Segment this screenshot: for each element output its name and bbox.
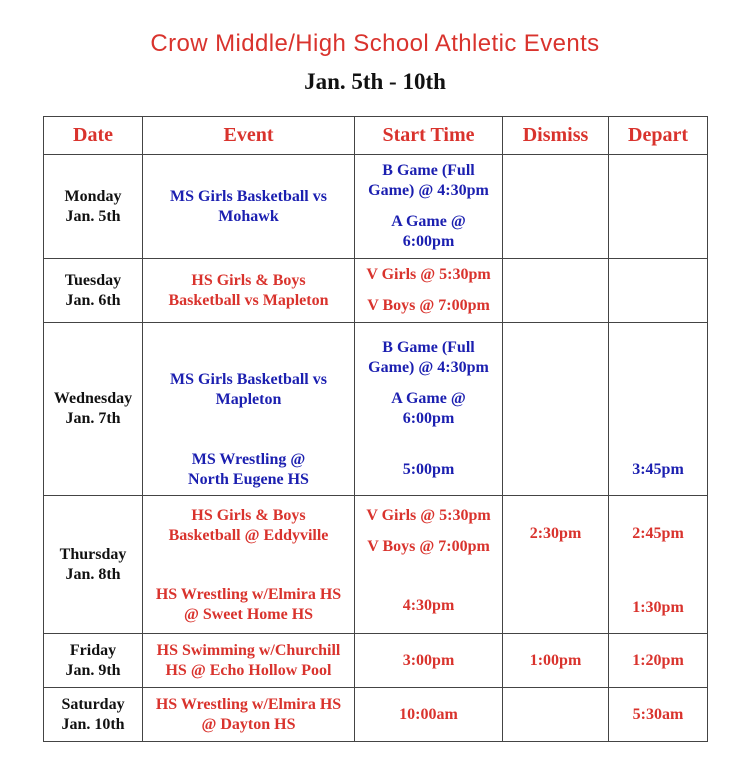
date-cell (44, 496, 143, 634)
header-depart: Depart (609, 117, 708, 155)
depart-cell: 1:20pm (609, 634, 708, 688)
depart-time: 2:45pm (632, 525, 684, 542)
start-time-cell (355, 323, 503, 496)
event-line: @ Sweet Home HS (183, 606, 314, 623)
start-time-line: 5:00pm (402, 461, 455, 478)
start-time-cell: 10:00am (355, 688, 503, 742)
date-cell (44, 688, 143, 742)
day-date: Jan. 7th (65, 410, 121, 427)
day-date: Jan. 5th (65, 207, 121, 225)
day-date: Jan. 10th (61, 715, 125, 733)
event-line: MS Girls Basketball vs (170, 187, 327, 205)
dismiss-cell (503, 688, 609, 742)
events-table (43, 116, 708, 742)
event-line: HS Wrestling w/Elmira HS (155, 586, 342, 603)
start-time-cell (355, 496, 503, 634)
dismiss-cell (503, 323, 609, 496)
event-cell (143, 259, 355, 323)
dismiss-cell: 1:00pm (503, 634, 609, 688)
day-name: Monday (64, 187, 122, 205)
event-line: Basketball vs Mapleton (168, 291, 329, 309)
start-time-line: B Game (Full (382, 162, 475, 179)
dismiss-cell (503, 155, 609, 259)
event-line: HS Girls & Boys (191, 271, 306, 289)
day-name: Thursday (59, 545, 127, 563)
day-date: Jan. 6th (65, 291, 121, 309)
event-cell (143, 155, 355, 259)
event-line: HS Girls & Boys (191, 507, 306, 524)
event-line: MS Girls Basketball vs (170, 371, 327, 388)
event-line: MS Wrestling @ (191, 451, 306, 468)
day-name: Tuesday (64, 271, 122, 289)
start-time-line: 6:00pm (402, 233, 455, 250)
day-date: Jan. 9th (65, 661, 121, 679)
header-start-time: Start Time (355, 117, 503, 155)
start-time-line: A Game @ (391, 390, 466, 407)
event-line: HS @ Echo Hollow Pool (165, 661, 332, 679)
event-cell (143, 688, 355, 742)
event-cell (143, 323, 355, 496)
header-row (44, 117, 708, 155)
event-cell (143, 496, 355, 634)
event-line: Mohawk (218, 207, 279, 225)
date-cell (44, 634, 143, 688)
start-time-line: B Game (Full (382, 339, 475, 356)
date-cell (44, 323, 143, 496)
start-time-line: 6:00pm (402, 410, 455, 427)
event-line: HS Wrestling w/Elmira HS (155, 695, 342, 713)
event-cell (143, 634, 355, 688)
date-range-subtitle: Jan. 5th - 10th (304, 69, 446, 94)
table-row-thursday (44, 496, 708, 634)
depart-cell (609, 155, 708, 259)
dismiss-cell (503, 496, 609, 634)
day-name: Wednesday (53, 390, 133, 407)
table-row-tuesday (44, 259, 708, 323)
depart-cell (609, 323, 708, 496)
table-row-monday (44, 155, 708, 259)
start-time-cell (355, 259, 503, 323)
start-time-line: A Game @ (391, 213, 466, 230)
header-dismiss: Dismiss (503, 117, 609, 155)
start-time-line: V Girls @ 5:30pm (366, 507, 491, 524)
day-name: Saturday (61, 695, 125, 713)
day-name: Friday (69, 641, 117, 659)
day-date: Jan. 8th (65, 565, 121, 583)
table-row-saturday (44, 688, 708, 742)
start-time-cell: 3:00pm (355, 634, 503, 688)
depart-cell: 5:30am (609, 688, 708, 742)
event-line: Basketball @ Eddyville (168, 527, 329, 544)
start-time-line: V Boys @ 7:00pm (367, 538, 490, 555)
depart-cell (609, 496, 708, 634)
dismiss-time: 2:30pm (529, 525, 582, 542)
depart-time: 1:30pm (632, 599, 684, 616)
table-row-friday (44, 634, 708, 688)
start-time-line: 4:30pm (402, 597, 455, 614)
event-line: North Eugene HS (188, 471, 309, 488)
start-time-cell (355, 155, 503, 259)
date-cell (44, 259, 143, 323)
depart-cell (609, 259, 708, 323)
event-line: Mapleton (215, 391, 282, 408)
header-date: Date (44, 117, 143, 155)
date-cell (44, 155, 143, 259)
start-time-line: Game) @ 4:30pm (368, 359, 489, 376)
header-event: Event (143, 117, 355, 155)
event-line: @ Dayton HS (201, 715, 296, 733)
dismiss-cell (503, 259, 609, 323)
table-row-wednesday (44, 323, 708, 496)
start-time-line: Game) @ 4:30pm (368, 182, 489, 199)
start-time-line: V Boys @ 7:00pm (367, 297, 490, 314)
start-time-line: V Girls @ 5:30pm (366, 266, 491, 283)
page-title: Crow Middle/High School Athletic Events (150, 30, 600, 57)
depart-time: 3:45pm (632, 461, 684, 478)
event-line: HS Swimming w/Churchill (156, 641, 341, 659)
